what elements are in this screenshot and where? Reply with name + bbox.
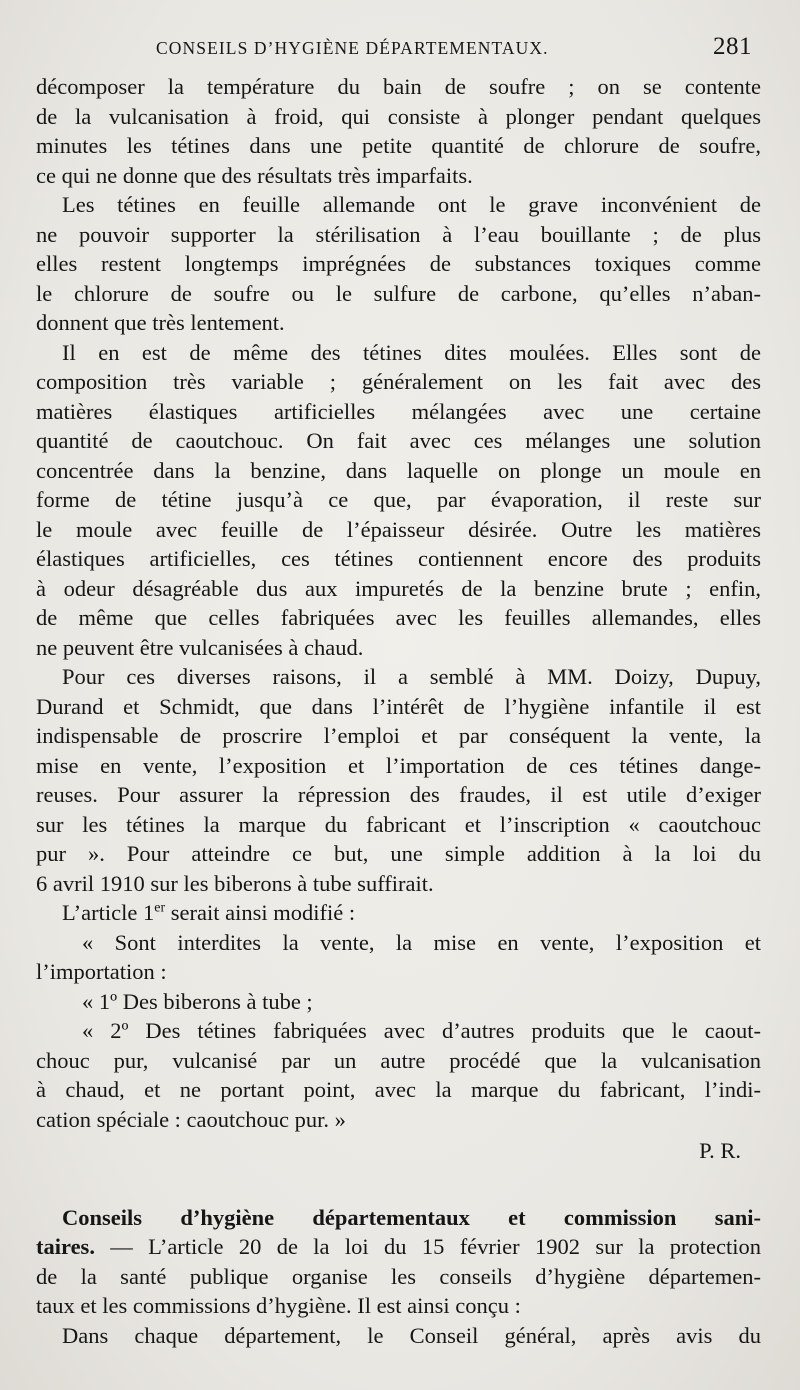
text-line: sur les tétines la marque du fabricant et l’inscription « caoutchouc (36, 811, 761, 837)
text-line: forme de tétine jusqu’à ce que, par évaporation, il reste sur (36, 487, 761, 512)
text-line: Il en est de même des tétines dites moulées. Elles sont de (62, 339, 761, 365)
text-line: ce qui ne donne que des résultats très imparfaits. (36, 162, 473, 188)
text-line: L’article 1er serait ainsi modifié : (62, 900, 356, 925)
text-line: le moule avec feuille de l’épaisseur désirée. Outre les matières (36, 516, 761, 542)
text-line: matières élastiques artificielles mélangées avec une certaine (36, 398, 761, 424)
text-line: Durand et Schmidt, que dans l’intérêt de l’hygiène infantile il est (36, 693, 761, 719)
text-line: décomposer la température du bain de soufre ; on se contente (36, 74, 761, 99)
text-line: taires. — L’article 20 de la loi du 15 février 1902 sur la protection (36, 1234, 761, 1259)
text-line: mise en vente, l’exposition et l’importation de ces tétines dange- (36, 752, 761, 778)
text-line: minutes les tétines dans une petite quantité de chlorure de soufre, (36, 133, 761, 158)
text-line: ne peuvent être vulcanisées à chaud. (36, 634, 364, 660)
text-line: composition très variable ; généralement on les fait avec des (36, 369, 761, 394)
article-intro (36, 898, 761, 928)
paragraph-raisons (36, 662, 761, 898)
text-line: Les tétines en feuille allemande ont le grave inconvénient de (62, 192, 761, 217)
text-line: pur ». Pour atteindre ce but, une simple addition à la loi du (36, 841, 761, 866)
text-line: concentrée dans la benzine, dans laquelle on plonge un moule en (36, 457, 761, 483)
running-head: CONSEILS D’HYGIÈNE DÉPARTEMENTAUX. (156, 38, 549, 58)
text-line: l’importation : (36, 959, 167, 984)
text-line: Dans chaque département, le Conseil général, après avis du (62, 1322, 761, 1348)
text-line: de même que celles fabriquées avec les feuilles allemandes, elles (36, 605, 761, 630)
section-spacer (36, 1166, 761, 1203)
text-line: indispensable de proscrire l’emploi et par conséquent la vente, la (36, 723, 761, 748)
paragraph-feuille-allemande (36, 190, 761, 338)
text-line: de la santé publique organise les conseils d’hygiène départemen- (36, 1263, 761, 1289)
text-line: taux et les commissions d’hygiène. Il est ainsi conçu : (36, 1293, 521, 1318)
text-line: donnent que très lentement. (36, 310, 285, 335)
text-line: quantité de caoutchouc. On fait avec ces mélanges une solution (36, 428, 761, 453)
signature: P. R. (699, 1138, 741, 1163)
paragraph-vulcanisation (36, 72, 761, 190)
page-number: 281 (713, 33, 752, 60)
page-header (36, 28, 752, 64)
body-text (36, 72, 761, 1350)
superscript: er (154, 900, 166, 916)
text-line: élastiques artificielles, ces tétines contiennent encore des produits (36, 546, 761, 571)
text-line: à chaud, et ne portant point, avec la marque du fabricant, l’indi- (36, 1077, 761, 1102)
paragraph-tetines-moulees (36, 338, 761, 663)
text-line: « 2º Des tétines fabriquées avec d’autres produits que le caout- (82, 1018, 761, 1043)
text-line: le chlorure de soufre ou le sulfure de carbone, qu’elles n’aban- (36, 280, 761, 306)
text-line: ne pouvoir supporter la stérilisation à l’eau bouillante ; de plus (36, 221, 761, 247)
section-title-end: taires. (36, 1234, 95, 1259)
section-title: Conseils d’hygiène départementaux et commission sani- (62, 1204, 761, 1230)
section-conseils (36, 1203, 761, 1351)
text-line: « 1º Des biberons à tube ; (82, 988, 313, 1014)
text-line: elles restent longtemps imprégnées de substances toxiques comme (36, 251, 761, 276)
text-line: à odeur désagréable dus aux impuretés de la benzine brute ; enfin, (36, 575, 761, 601)
text-line: reuses. Pour assurer la répression des fraudes, il est utile d’exiger (36, 782, 761, 807)
quoted-article (36, 928, 761, 1135)
text-line: chouc pur, vulcanisé par un autre procédé que la vulcanisation (36, 1047, 761, 1073)
text-line: Pour ces diverses raisons, il a semblé à MM. Doizy, Dupuy, (62, 664, 761, 689)
text-line: « Sont interdites la vente, la mise en vente, l’exposition et (82, 929, 761, 955)
text-line: 6 avril 1910 sur les biberons à tube suffirait. (36, 870, 434, 896)
text-line: cation spéciale : caoutchouc pur. » (36, 1106, 346, 1132)
text-line: de la vulcanisation à froid, qui consiste à plonger pendant quelques (36, 103, 761, 129)
